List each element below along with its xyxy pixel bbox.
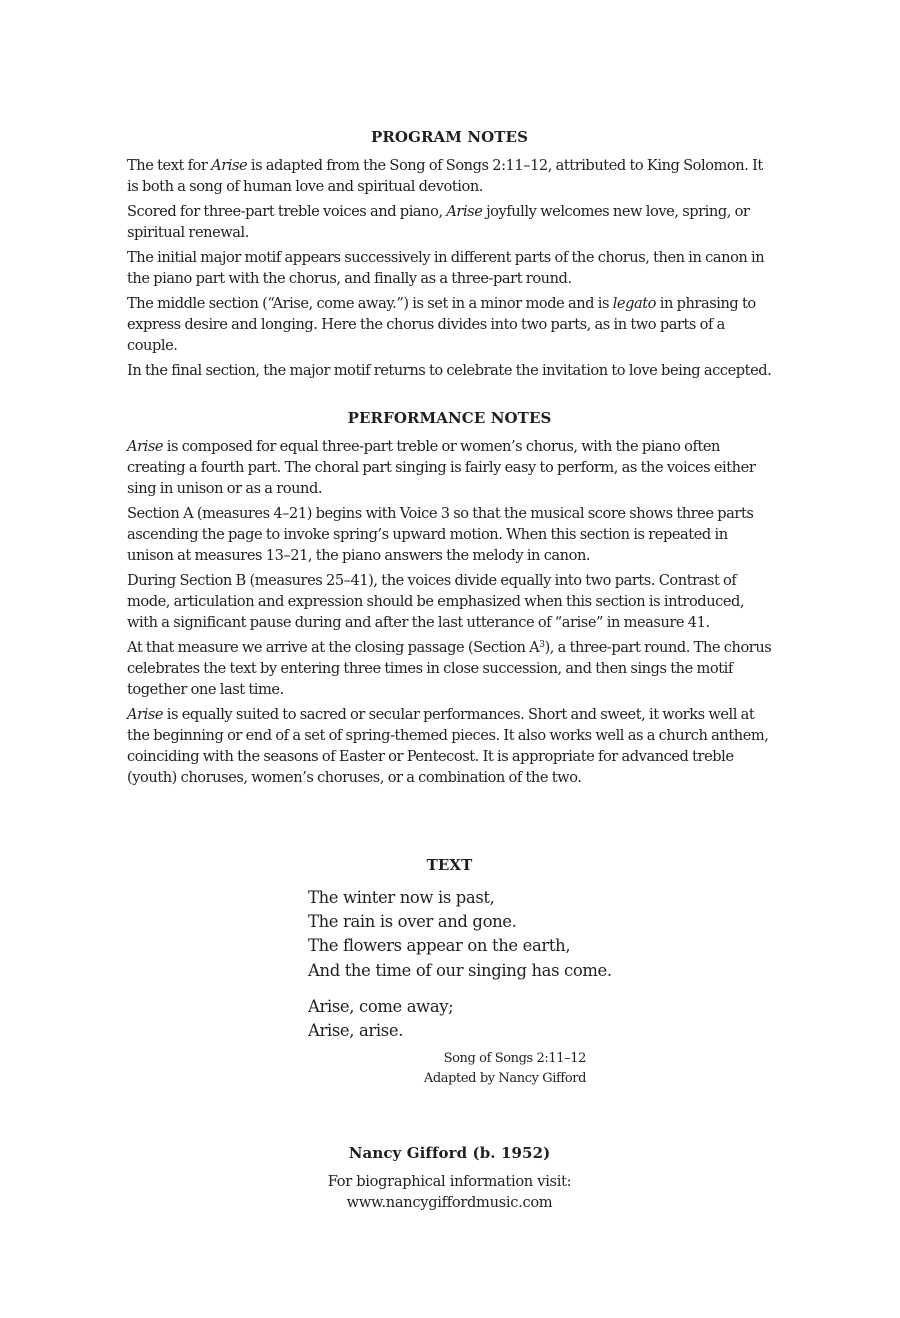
performance-notes-paragraph-1: Arise is composed for equal three-part treble or women’s chorus, with the piano often creating a fourth part. The choral part singing is fairly easy to perform, as the voices either sing in unison or as a round.	[127, 438, 756, 497]
performance-notes-paragraph-2: Section A (measures 4–21) begins with Voice 3 so that the musical score shows three parts ascending the page to invoke spring’s upward motion. When this section is repeated in unison at measures 13–21, the piano answers the melody in canon.	[127, 505, 754, 564]
poem-line: Arise, arise.	[308, 1021, 404, 1041]
bio-info-line: For biographical information visit:	[327, 1173, 572, 1190]
program-notes-paragraph-5: In the final section, the major motif returns to celebrate the invitation to love being accepted.	[127, 362, 772, 379]
text-source: Song of Songs 2:11–12	[443, 1051, 586, 1066]
performance-notes-paragraph-5: Arise is equally suited to sacred or secular performances. Short and sweet, it works well at the beginning or end of a set of spring-themed pieces. It also works well as a church anthem, coinciding with the seasons of Easter or Pentecost. It is appropriate for advanced treble (youth) choruses, women’s choruses, or a combination of the two.	[127, 706, 769, 786]
poem-line: The winter now is past,	[308, 888, 495, 907]
poem-line: The flowers appear on the earth,	[308, 936, 571, 956]
composer-heading: Nancy Gifford (b. 1952)	[348, 1144, 551, 1162]
text-adapted-by: Adapted by Nancy Gifford	[423, 1071, 586, 1086]
program-notes-section	[127, 128, 772, 385]
poem-line: Arise, come away;	[308, 996, 454, 1016]
program-notes-paragraph-3: The initial major motif appears successively in different parts of the chorus, then in canon in the piano part with the chorus, and finally as a three-part round.	[127, 249, 765, 287]
text-heading: TEXT	[426, 856, 473, 874]
text-section	[127, 856, 772, 883]
performance-notes-paragraph-3: During Section B (measures 25–41), the voices divide equally into two parts. Contrast of mode, articulation and expression should be emphasized when this section is introduced, with a significant pause during and after the last utterance of “arise” in measure 41.	[127, 572, 745, 631]
performance-notes-paragraph-4: At that measure we arrive at the closing passage (Section $A^3$), a three-part round. The chorus celebrates the text by entering three times in close succession, and then sings the motif together one last time.	[127, 639, 772, 698]
program-notes-paragraph-1: The text for Arise is adapted from the Song of Songs 2:11–12, attributed to King Solomon. It is both a song of human love and spiritual devotion.	[127, 157, 763, 195]
performance-notes-heading: PERFORMANCE NOTES	[347, 409, 552, 427]
program-notes-paragraph-4: The middle section (“Arise, come away.”) is set in a minor mode and is legato in phrasing to express desire and longing. Here the chorus divides into two parts, as in two parts of a couple.	[127, 295, 756, 354]
composer-website-link[interactable]: www.nancygiffordmusic.com	[346, 1194, 553, 1211]
poem	[308, 886, 612, 1055]
performance-notes-section	[127, 409, 772, 792]
text-attribution	[380, 1049, 586, 1089]
poem-stanza-1	[308, 886, 612, 983]
program-notes-paragraph-2: Scored for three-part treble voices and piano, Arise joyfully welcomes new love, spring, or spiritual renewal.	[127, 203, 750, 241]
composer-bio-section	[127, 1144, 772, 1213]
poem-stanza-2	[308, 995, 612, 1043]
poem-line: The rain is over and gone.	[308, 912, 517, 932]
poem-line: And the time of our singing has come.	[308, 960, 612, 980]
program-notes-heading: PROGRAM NOTES	[370, 128, 529, 146]
